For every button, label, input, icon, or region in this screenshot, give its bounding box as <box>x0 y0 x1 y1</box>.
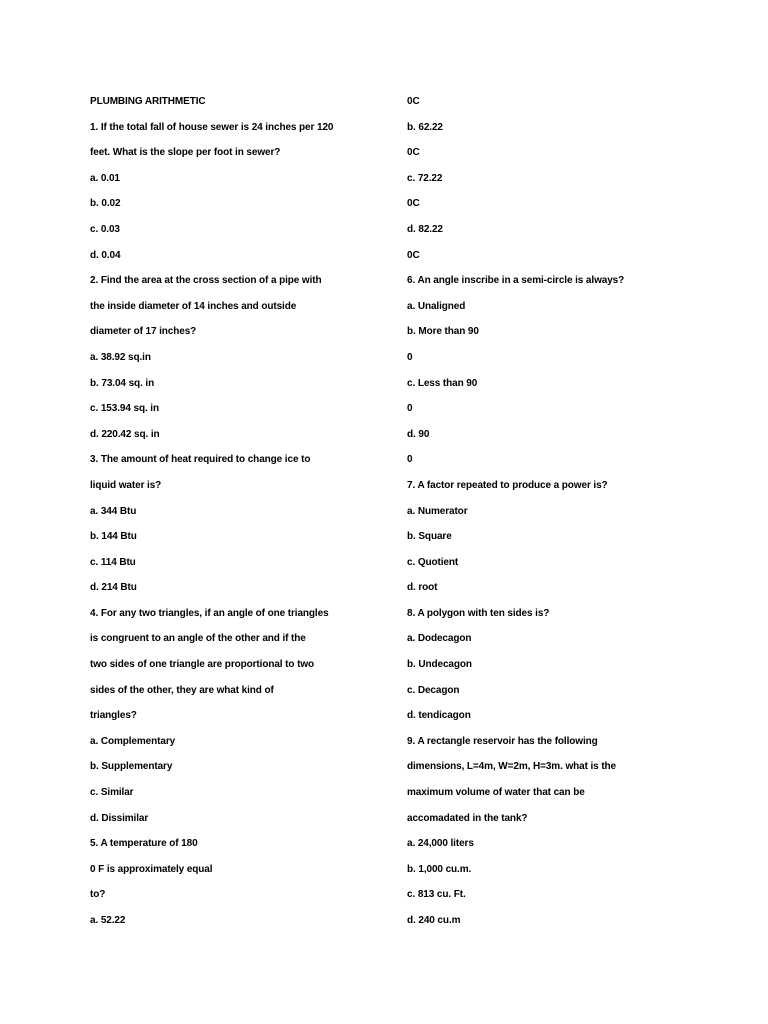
left-column <box>90 89 390 934</box>
answer-option: b. Supplementary <box>90 761 173 773</box>
answer-option: a. 0.01 <box>90 172 120 184</box>
question-line: 9. A rectangle reservoir has the following <box>407 735 598 747</box>
question-line: two sides of one triangle are proportional to two <box>90 659 315 671</box>
answer-option: a. Numerator <box>407 505 468 517</box>
answer-option: b. More than 90 <box>407 326 479 338</box>
answer-option: d. tendicagon <box>407 710 471 722</box>
answer-option: c. 114 Btu <box>90 556 136 568</box>
question-line: 2. Find the area at the cross section of a pipe with <box>90 275 322 287</box>
answer-option: a. Unaligned <box>407 300 466 312</box>
unit-line: 0C <box>407 147 420 159</box>
answer-option: d. Dissimilar <box>90 812 149 824</box>
answer-option: d. 214 Btu <box>90 582 137 594</box>
unit-line: 0C <box>407 249 420 261</box>
question-line: triangles? <box>90 710 137 722</box>
answer-option: a. Complementary <box>90 735 176 747</box>
answer-option: c. 153.94 sq. in <box>90 403 159 415</box>
answer-option: b. 1,000 cu.m. <box>407 863 472 875</box>
question-line: 1. If the total fall of house sewer is 24 inches per 120 <box>90 121 334 133</box>
question-line: 4. For any two triangles, if an angle of one triangles <box>90 607 329 619</box>
answer-option: c. Quotient <box>407 556 459 568</box>
unit-line: 0 <box>407 403 413 415</box>
answer-option: a. 24,000 liters <box>407 838 474 850</box>
question-line: 6. An angle inscribe in a semi-circle is always? <box>407 275 625 287</box>
answer-option: d. 220.42 sq. in <box>90 428 160 440</box>
answer-option: b. 73.04 sq. in <box>90 377 155 389</box>
question-line: maximum volume of water that can be <box>407 787 585 799</box>
document-title: PLUMBING ARITHMETIC <box>90 96 206 107</box>
answer-option: d. root <box>407 582 438 594</box>
answer-option: c. 813 cu. Ft. <box>407 889 466 901</box>
unit-line: 0 <box>407 454 413 466</box>
right-column <box>407 89 707 934</box>
answer-option: d. 90 <box>407 428 430 440</box>
unit-line: 0C <box>407 198 420 210</box>
question-line: 3. The amount of heat required to change ice to <box>90 454 311 466</box>
question-line: liquid water is? <box>90 479 162 491</box>
unit-line: 0C <box>407 96 420 107</box>
question-line: diameter of 17 inches? <box>90 326 197 338</box>
answer-option: b. 0.02 <box>90 198 121 210</box>
question-line: sides of the other, they are what kind of <box>90 684 274 696</box>
answer-option: a. 344 Btu <box>90 505 137 517</box>
question-line: accomadated in the tank? <box>407 812 528 824</box>
answer-option: d. 240 cu.m <box>407 915 461 926</box>
question-line: 0 F is approximately equal <box>90 863 213 875</box>
answer-option: b. Undecagon <box>407 659 472 671</box>
answer-option: b. Square <box>407 531 452 543</box>
answer-option: b. 62.22 <box>407 121 443 133</box>
answer-option: a. Dodecagon <box>407 633 472 645</box>
answer-option: b. 144 Btu <box>90 531 137 543</box>
question-line: to? <box>90 889 106 901</box>
question-line: 5. A temperature of 180 <box>90 838 198 850</box>
answer-option: d. 0.04 <box>90 249 121 261</box>
question-line: is congruent to an angle of the other and if the <box>90 633 306 645</box>
answer-option: c. 72.22 <box>407 172 443 184</box>
answer-option: a. 52.22 <box>90 915 126 926</box>
question-line: 8. A polygon with ten sides is? <box>407 607 550 619</box>
answer-option: c. Similar <box>90 787 134 799</box>
question-line: feet. What is the slope per foot in sewer? <box>90 147 281 159</box>
answer-option: c. Decagon <box>407 684 460 696</box>
answer-option: c. Less than 90 <box>407 377 478 389</box>
answer-option: a. 38.92 sq.in <box>90 351 151 363</box>
answer-option: c. 0.03 <box>90 223 120 235</box>
unit-line: 0 <box>407 351 413 363</box>
question-line: dimensions, L=4m, W=2m, H=3m. what is the <box>407 761 617 773</box>
answer-option: d. 82.22 <box>407 223 443 235</box>
question-line: 7. A factor repeated to produce a power is? <box>407 479 608 491</box>
question-line: the inside diameter of 14 inches and outside <box>90 300 297 312</box>
